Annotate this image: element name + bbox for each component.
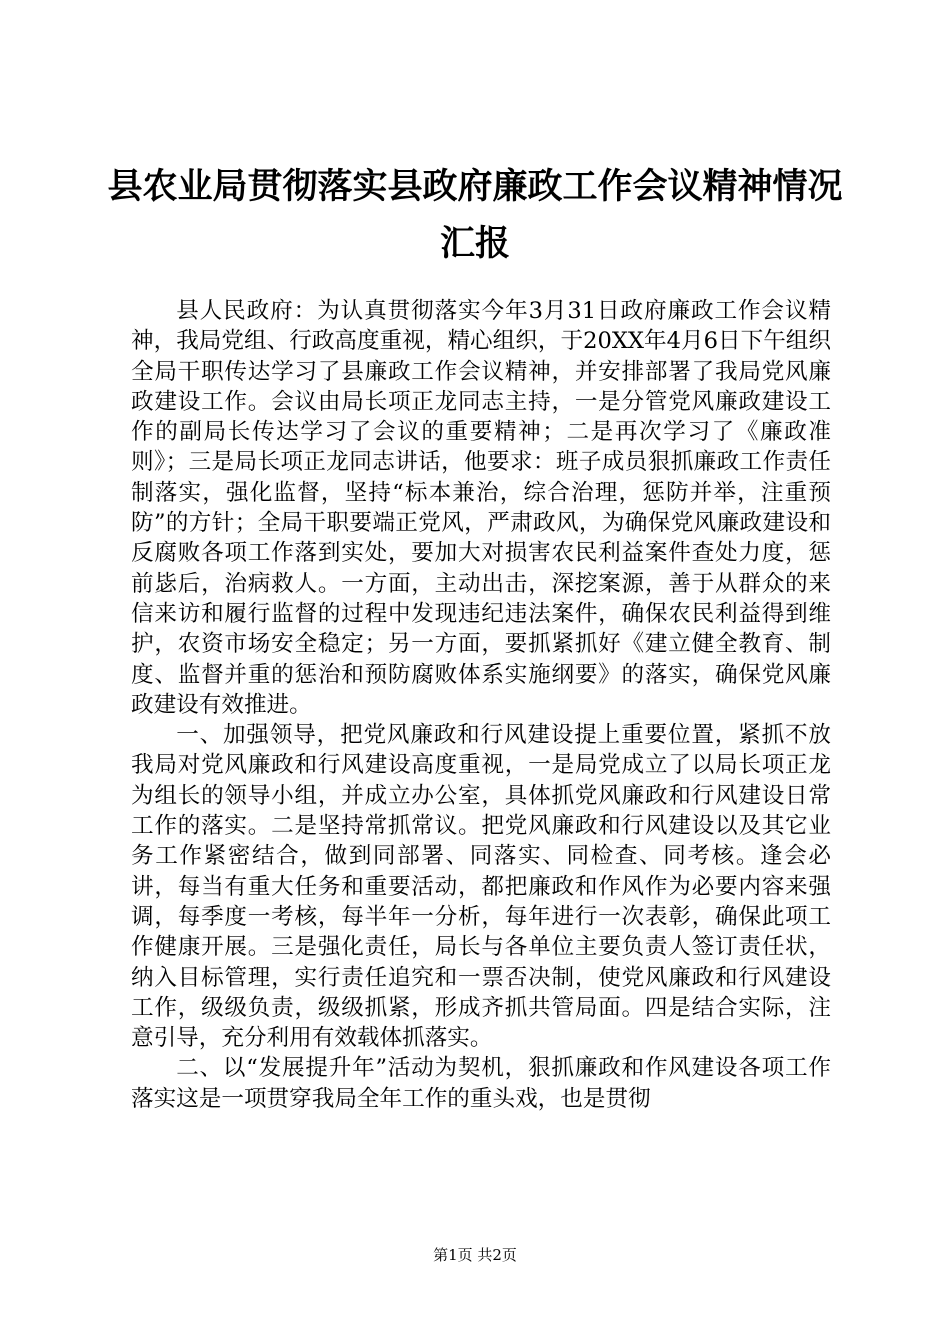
paragraph-section-two: 二、以“发展提升年”活动为契机，狠抓廉政和作风建设各项工作落实这是一项贯穿我局全年工作的重头戏，也是贯彻	[131, 1055, 831, 1112]
document-title: 县农业局贯彻落实县政府廉政工作会议精神情况汇报	[107, 166, 843, 264]
page-number-footer: 第1页 共2页	[433, 1246, 517, 1264]
document-body	[131, 296, 831, 1114]
paragraph-section-one: 一、加强领导，把党风廉政和行风建设提上重要位置，紧抓不放我局对党风廉政和行风建设高度重视，一是局党成立了以局长项正龙为组长的领导小组，并成立办公室，具体抓党风廉政和行风建设日常工作的落实。二是坚持常抓常议。把党风廉政和行风建设以及其它业务工作紧密结合，做到同部署、同落实、同检查、同考核。逢会必讲，每当有重大任务和重要活动，都把廉政和作风作为必要内容来强调，每季度一考核，每半年一分析，每年进行一次表彰，确保此项工作健康开展。三是强化责任，局长与各单位主要负责人签订责任状，纳入目标管理，实行责任追究和一票否决制，使党风廉政和行风建设工作，级级负责，级级抓紧，形成齐抓共管局面。四是结合实际，注意引导，充分利用有效载体抓落实。	[131, 722, 831, 1052]
paragraph-intro: 县人民政府：为认真贯彻落实今年3月31日政府廉政工作会议精神，我局党组、行政高度重视，精心组织，于20XX年4月6日下午组织全局干职传达学习了县廉政工作会议精神，并安排部署了我局党风廉政建设工作。会议由局长项正龙同志主持，一是分管党风廉政建设工作的副局长传达学习了会议的重要精神；二是再次学习了《廉政准则》；三是局长项正龙同志讲话，他要求：班子成员狠抓廉政工作责任制落实，强化监督，坚持“标本兼治，综合治理，惩防并举，注重预防”的方针；全局干职要端正党风，严肃政风，为确保党风廉政建设和反腐败各项工作落到实处，要加大对损害农民利益案件查处力度，惩前毖后，治病救人。一方面，主动出击，深挖案源，善于从群众的来信来访和履行监督的过程中发现违纪违法案件，确保农民利益得到维护，农资市场安全稳定；另一方面，要抓紧抓好《建立健全教育、制度、监督并重的惩治和预防腐败体系实施纲要》的落实，确保党风廉政建设有效推进。	[131, 298, 831, 718]
